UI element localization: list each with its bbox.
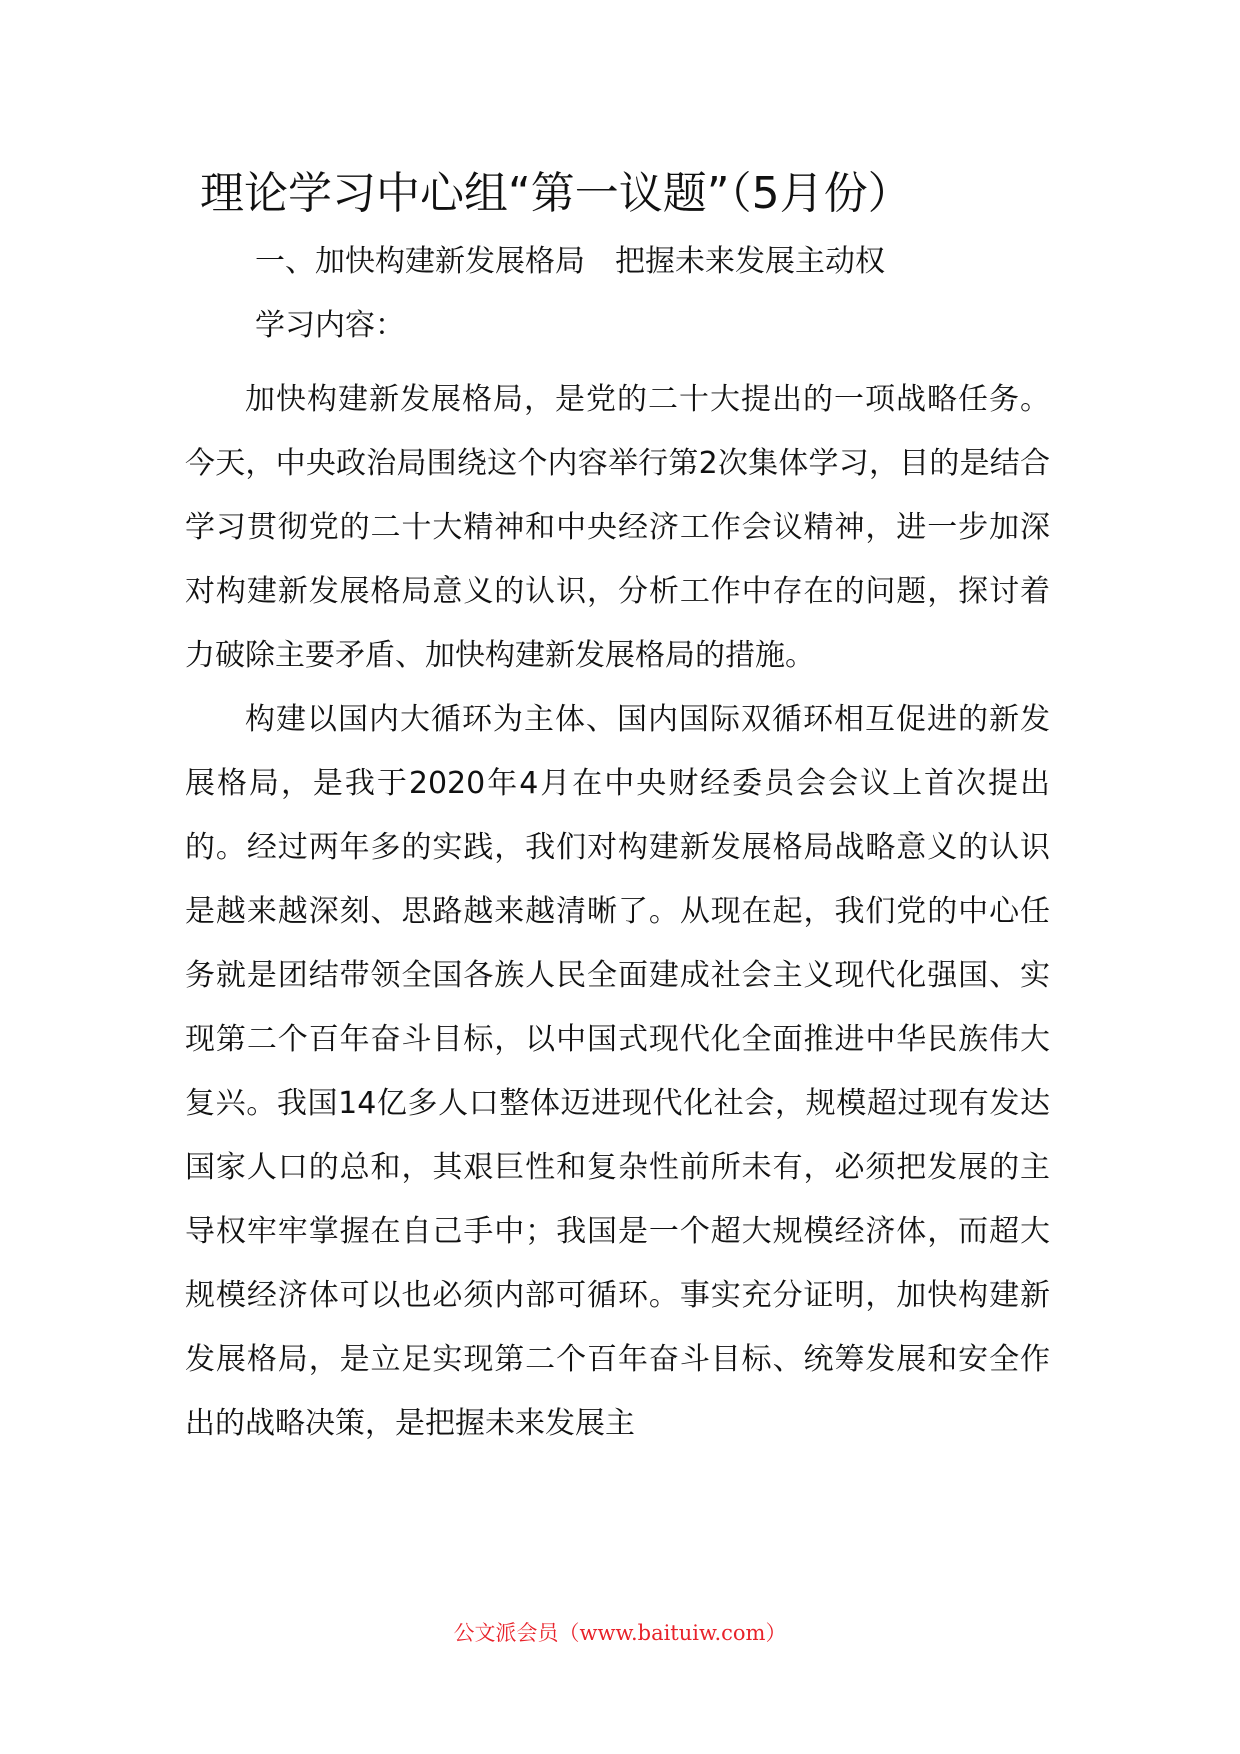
body-paragraph: 构建以国内大循环为主体、国内国际双循环相互促进的新发展格局，是我于2020年4月在中央财经委员会会议上首次提出的。经过两年多的实践，我们对构建新发展格局战略意义的认识是越来越深刻、思路越来越清晰了。从现在起，我们党的中心任务就是团结带领全国各族人民全面建成社会主义现代化强国、实现第二个百年奋斗目标，以中国式现代化全面推进中华民族伟大复兴。我国14亿多人口整体迈进现代化社会，规模超过现有发达国家人口的总和，其艰巨性和复杂性前所未有，必须把发展的主导权牢牢掌握在自己手中；我国是一个超大规模经济体，而超大规模经济体可以也必须内部可循环。事实充分证明，加快构建新发展格局，是立足实现第二个百年奋斗目标、统筹发展和安全作出的战略决策，是把握未来发展主 bbox=[185, 702, 1050, 1441]
page-title: 理论学习中心组“第一议题”（5月份） bbox=[200, 168, 912, 219]
section-heading: 一、加快构建新发展格局 把握未来发展主动权 bbox=[255, 244, 885, 279]
body-text bbox=[185, 368, 1050, 1456]
footer-watermark: 公文派会员（www.baituiw.com） bbox=[453, 1621, 787, 1645]
study-content-label: 学习内容： bbox=[255, 308, 405, 343]
body-paragraph: 加快构建新发展格局，是党的二十大提出的一项战略任务。今天，中央政治局围绕这个内容举行第2次集体学习，目的是结合学习贯彻党的二十大精神和中央经济工作会议精神，进一步加深对构建新发展格局意义的认识，分析工作中存在的问题，探讨着力破除主要矛盾、加快构建新发展格局的措施。 bbox=[185, 382, 1050, 673]
